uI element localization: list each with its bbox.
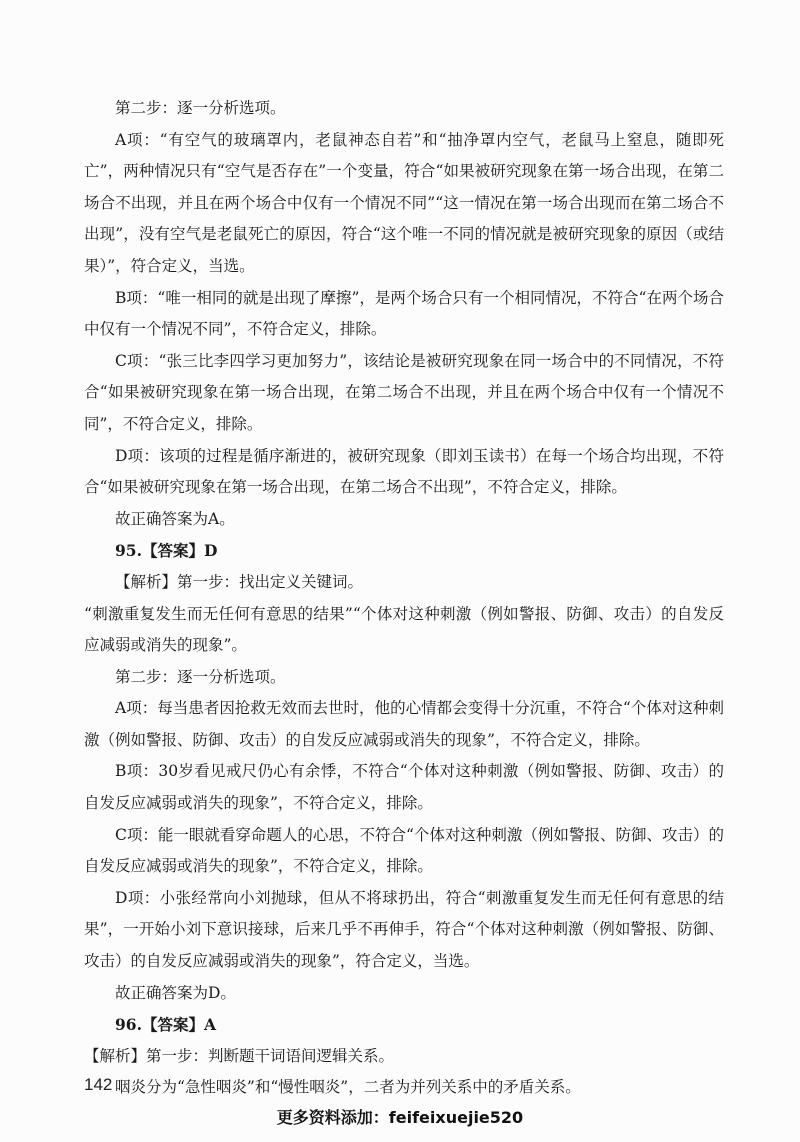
option-d-analysis: D项：该项的过程是循序渐进的，被研究现象（即刘玉读书）在每一个场合均出现，不符合“如果被研究现象在第一场合出现，在第二场合不出现”，不符合定义，排除。 bbox=[84, 446, 724, 497]
option-b-analysis: B项：“唯一相同的就是出现了摩擦”，是两个场合只有一个相同情况，不符合“在两个场合中仅有一个情况不同”，不符合定义，排除。 bbox=[84, 288, 724, 339]
footer-note: 更多资料添加：feifeixuejie520 bbox=[276, 1108, 524, 1127]
correct-answer-statement: 故正确答案为D。 bbox=[115, 983, 236, 1002]
question-96-analysis-step-one: 【解析】第一步：判断题干词语间逻辑关系。 bbox=[84, 1046, 395, 1065]
option-d-analysis: D项：小张经常向小刘抛球，但从不将球扔出，符合“刺激重复发生而无任何有意思的结果”，一开始小刘下意识接球，后来几乎不再伸手，符合“个体对这种刺激（例如警报、防御、攻击）的自发反应减弱或消失的现象”，符合定义，当选。 bbox=[84, 888, 724, 971]
question-95-answer: 95.【答案】D bbox=[115, 541, 218, 561]
question-95-analysis-step-one: 【解析】第一步：找出定义关键词。 bbox=[115, 572, 364, 591]
correct-answer-statement: 故正确答案为A。 bbox=[115, 509, 235, 528]
question-96-answer: 96.【答案】A bbox=[115, 1015, 216, 1035]
step-two-heading: 第二步：逐一分析选项。 bbox=[115, 99, 286, 117]
option-a-analysis: A项：“有空气的玻璃罩内，老鼠神态自若”和“抽净罩内空气，老鼠马上窒息，随即死亡”，两种情况只有“空气是否存在”一个变量，符合“如果被研究现象在第一场合出现，在第二场合不出现，并且在两个场合中仅有一个情况不同”“这一情况在第一场合出现而在第二场合不出现”，没有空气是老鼠死亡的原因，符合“这个唯一不同的情况就是被研究现象的原因（或结果）”，符合定义，当选。 bbox=[84, 130, 724, 275]
option-b-analysis: B项：30岁看见戒尺仍心有余悸，不符合“个体对这种刺激（例如警报、防御、攻击）的自发反应减弱或消失的现象”，不符合定义，排除。 bbox=[84, 762, 724, 813]
option-c-analysis: C项：能一眼就看穿命题人的心思，不符合“个体对这种刺激（例如警报、防御、攻击）的自发反应减弱或消失的现象”，不符合定义，排除。 bbox=[84, 825, 724, 876]
definition-keywords: “刺激重复发生而无任何有意思的结果”“个体对这种刺激（例如警报、防御、攻击）的自发反应减弱或消失的现象”。 bbox=[84, 604, 724, 655]
page-number: 142 bbox=[84, 1075, 113, 1094]
option-c-analysis: C项：“张三比李四学习更加努力”，该结论是被研究现象在同一场合中的不同情况，不符合“如果被研究现象在第一场合出现，在第二场合不出现，并且在两个场合中仅有一个情况不同”，不符合定义，排除。 bbox=[84, 351, 724, 433]
step-two-heading: 第二步：逐一分析选项。 bbox=[115, 667, 286, 686]
option-a-analysis: A项：每当患者因抢救无效而去世时，他的心情都会变得十分沉重，不符合“个体对这种刺激（例如警报、防御、攻击）的自发反应减弱或消失的现象”，不符合定义，排除。 bbox=[84, 699, 724, 749]
word-relationship-explanation: 咽炎分为“急性咽炎”和“慢性咽炎”，二者为并列关系中的矛盾关系。 bbox=[115, 1078, 581, 1097]
document-body bbox=[84, 93, 724, 1104]
